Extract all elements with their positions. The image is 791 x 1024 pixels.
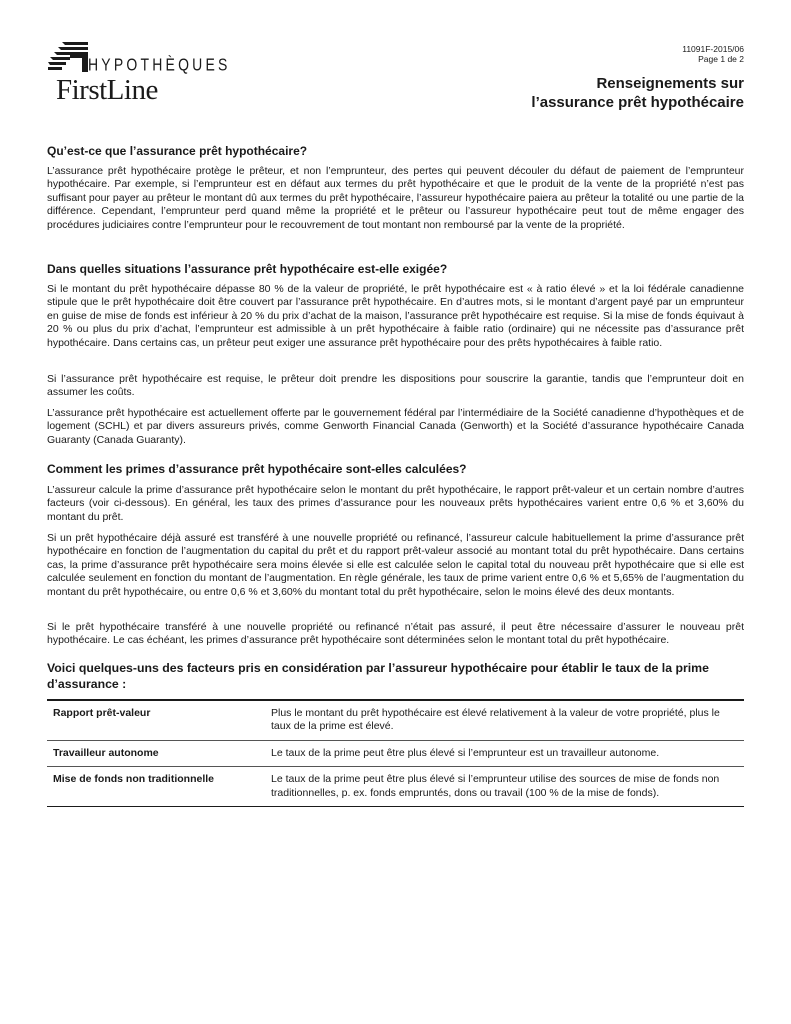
table-row	[47, 767, 744, 807]
firstline-logo	[46, 40, 231, 106]
title-line-2: l’assurance prêt hypothécaire	[531, 94, 744, 111]
form-code: 11091F-2015/06	[682, 44, 744, 54]
table-row	[47, 740, 744, 766]
logo-wordmark: FirstLine	[56, 74, 158, 106]
paragraph: Si l’assurance prêt hypothécaire est requise, le prêteur doit prendre les dispositions pour souscrire la garantie, tandis que l’emprunteur doit en assumer les coûts.	[47, 373, 744, 399]
paragraph: Si le montant du prêt hypothécaire dépasse 80 % de la valeur de propriété, le prêt hypothécaire est « à ratio élevé » et la loi fédérale canadienne stipule que le prêt hypothécaire doit être couvert par l’assurance prêt hypothécaire. En d’autres mots, si le montant d’argent payé par un emprunteur en guise de mise de fonds est inférieur à 20 % du prix d’achat de la maison, l’assurance prêt hypothécaire est requise. Si la mise de fonds équivaut à 20 % ou plus du prix d’achat, l’emprunteur est admissible à un prêt hypothécaire à faible ratio (ordinaire) qui ne nécessite pas d’assurance prêt hypothécaire. Dans certains cas, un prêteur peut exiger une assurance prêt hypothécaire pour des prêts hypothécaires à faible ratio.	[47, 283, 744, 349]
factors-table	[47, 699, 744, 807]
factor-description: Plus le montant du prêt hypothécaire est élevé relativement à la valeur de votre propriété, plus le taux de la prime est élevé.	[265, 700, 744, 740]
factor-description: Le taux de la prime peut être plus élevé si l’emprunteur est un travailleur autonome.	[265, 740, 744, 766]
document-title	[531, 74, 744, 112]
title-line-1: Renseignements sur	[596, 75, 744, 92]
logo-mark-icon	[48, 42, 88, 76]
factor-description: Le taux de la prime peut être plus élevé si l’emprunteur utilise des sources de mise de fonds non traditionnelles, p. ex. fonds empruntés, dons ou travail (100 % de la mise de fonds).	[265, 767, 744, 807]
paragraph: L’assurance prêt hypothécaire est actuellement offerte par le gouvernement fédéral par l’intermédiaire de la Société canadienne d’hypothèques et de logement (SCHL) et par divers assureurs privés, comme Genworth Financial Canada (Genworth) et la Société d’assurance hypothécaire Canada Guaranty (Canada Guaranty).	[47, 407, 744, 446]
paragraph: L’assureur calcule la prime d’assurance prêt hypothécaire selon le montant du prêt hypothécaire, le rapport prêt-valeur et un certain nombre d’autres facteurs (voir ci-dessous). En général, les taux des primes d’assurance pour les nouveaux prêts hypothécaires varient entre 0,6 % et 3,60% du montant du prêt.	[47, 484, 744, 523]
section-heading-factors: Voici quelques-uns des facteurs pris en considération par l’assureur hypothécaire pour établir le taux de la prime d’assurance :	[47, 661, 709, 691]
paragraph: Si un prêt hypothécaire déjà assuré est transféré à une nouvelle propriété ou refinancé, l’assureur calcule habituellement la prime d’assurance prêt hypothécaire en fonction de l’augmentation du capital du prêt et du rapport prêt-valeur associé au montant total du prêt hypothécaire. Dans certains cas, la prime d’assurance prêt hypothécaire sera moins élevée si elle est calculée selon le capital total du nouveau prêt hypothécaire que si elle est calculée seulement en fonction du montant de l’augmentation. En règle générale, les taux de prime varient entre 0,6 % et 5,65% de l’augmentation du montant du prêt hypothécaire, ou entre 0,6 % et 3,60% du montant total du prêt hypothécaire, selon le moins élevé des deux montants.	[47, 532, 744, 598]
paragraph: L’assurance prêt hypothécaire protège le prêteur, et non l’emprunteur, des pertes qui peuvent découler du défaut de paiement de l’emprunteur hypothécaire. Par exemple, si l’emprunteur est en défaut aux termes du prêt hypothécaire et que le produit de la vente de la propriété n’est pas suffisant pour payer au prêteur le montant dû aux termes du prêt hypothécaire, l’assureur hypothécaire paiera au prêteur la totalité ou une partie de la différence. Cependant, l’emprunteur perd quand même la propriété et le prêteur ou l’assureur hypothécaire peut tout de même engager des procédures judiciaires contre l’emprunteur pour le recouvrement de tout montant non remboursé par la vente de la propriété.	[47, 165, 744, 231]
section-heading-when-required: Dans quelles situations l’assurance prêt hypothécaire est-elle exigée?	[47, 262, 448, 276]
form-code-block	[682, 44, 744, 64]
table-row	[47, 700, 744, 740]
factor-name: Travailleur autonome	[47, 740, 265, 766]
factor-name: Rapport prêt-valeur	[47, 700, 265, 740]
paragraph: Si le prêt hypothécaire transféré à une nouvelle propriété ou refinancé n’était pas assuré, il peut être nécessaire d’assurer le nouveau prêt hypothécaire. Le cas échéant, les primes d’assurance prêt hypothécaire sont déterminées selon le montant total du prêt hypothécaire.	[47, 621, 744, 647]
section-heading-premium-calc: Comment les primes d’assurance prêt hypothécaire sont-elles calculées?	[47, 462, 467, 476]
page-number: Page 1 de 2	[698, 54, 744, 64]
logo-subtitle: HYPOTHÈQUES	[88, 54, 231, 74]
factor-name: Mise de fonds non traditionnelle	[47, 767, 265, 807]
section-heading-what-is: Qu’est-ce que l’assurance prêt hypothécaire?	[47, 144, 308, 158]
